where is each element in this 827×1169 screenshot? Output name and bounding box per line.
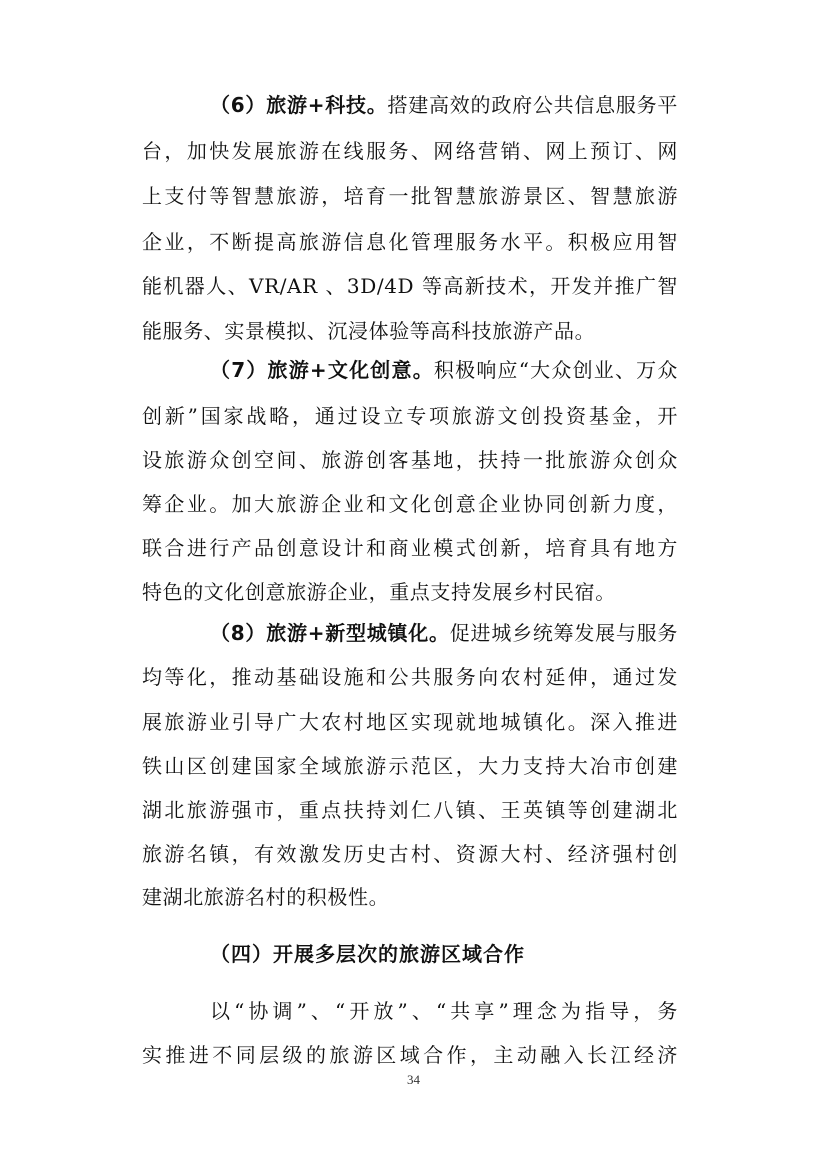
paragraph-8-line-1: （8）旅游+新型城镇化。促进城乡统筹发展与服务 [210, 621, 678, 645]
paragraph-6-line-3: 上支付等智慧旅游，培育一批智慧旅游景区、智慧旅游 [142, 184, 678, 208]
page-number: 34 [407, 1072, 420, 1087]
section-heading: （四）开展多层次的旅游区域合作 [210, 942, 525, 966]
paragraph-7-lead: （7）旅游+文化创意。 [210, 358, 434, 382]
paragraph-8-line-3: 展旅游业引导广大农村地区实现就地城镇化。深入推进 [142, 710, 678, 734]
final-paragraph-line-1: 以“协调”、“开放”、“共享”理念为指导，务 [210, 999, 678, 1023]
paragraph-7-line-2: 创新”国家战略，通过设立专项旅游文创投资基金，开 [142, 404, 678, 428]
paragraph-7-line-4: 筹企业。加大旅游企业和文化创意企业协同创新力度， [142, 492, 678, 516]
paragraph-7-line-6: 特色的文化创意旅游企业，重点支持发展乡村民宿。 [142, 580, 616, 604]
final-paragraph-line-2: 实推进不同层级的旅游区域合作，主动融入长江经济 [142, 1043, 678, 1067]
paragraph-6-lead: （6）旅游+科技。 [210, 93, 388, 117]
paragraph-7-line-5: 联合进行产品创意设计和商业模式创新，培育具有地方 [142, 536, 678, 560]
paragraph-8-line-7: 建湖北旅游名村的积极性。 [142, 885, 390, 909]
paragraph-7-line-3: 设旅游众创空间、旅游创客基地，扶持一批旅游众创众 [142, 448, 678, 472]
paragraph-8-line-4: 铁山区创建国家全域旅游示范区，大力支持大冶市创建 [142, 754, 678, 778]
paragraph-6-line-1: （6）旅游+科技。搭建高效的政府公共信息服务平 [210, 93, 678, 117]
paragraph-8-line-6: 旅游名镇，有效激发历史古村、资源大村、经济强村创 [142, 842, 678, 866]
paragraph-8-line-2: 均等化，推动基础设施和公共服务向农村延伸，通过发 [142, 665, 678, 689]
paragraph-6-line-6: 能服务、实景模拟、沉浸体验等高科技旅游产品。 [142, 319, 596, 343]
paragraph-7-line-1: （7）旅游+文化创意。积极响应“大众创业、万众 [210, 358, 678, 382]
paragraph-6-line-4: 企业，不断提高旅游信息化管理服务水平。积极应用智 [142, 230, 678, 254]
paragraph-6-line-5: 能机器人、VR/AR 、3D/4D 等高新技术，开发并推广智 [142, 274, 678, 298]
paragraph-6-line-2: 台，加快发展旅游在线服务、网络营销、网上预订、网 [142, 139, 678, 163]
paragraph-8-lead: （8）旅游+新型城镇化。 [210, 621, 450, 645]
paragraph-8-line-5: 湖北旅游强市，重点扶持刘仁八镇、王英镇等创建湖北 [142, 798, 678, 822]
